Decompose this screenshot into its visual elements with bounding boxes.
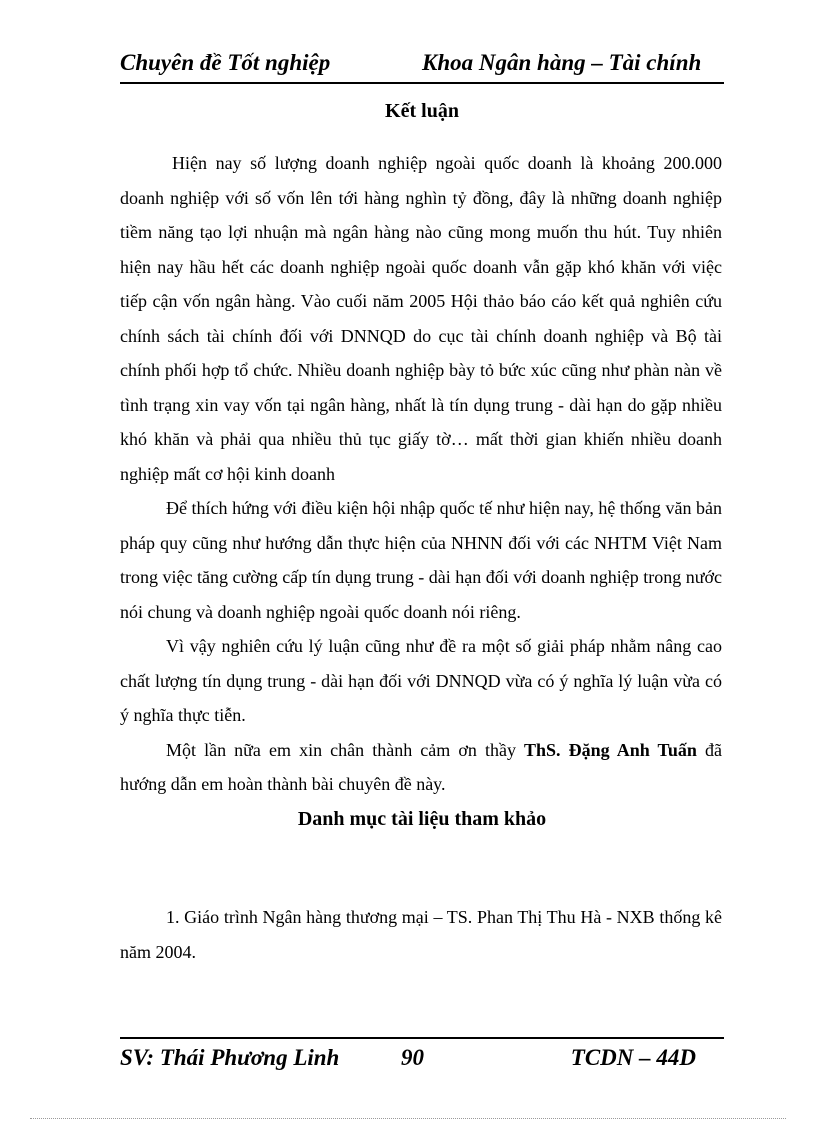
header-document-type: Chuyên đề Tốt nghiệp — [120, 50, 331, 75]
conclusion-body — [120, 146, 722, 802]
paragraph-4-tail: đã hướng dẫn em hoàn thành bài chuyên đề này. — [120, 739, 722, 794]
paragraph-3: Vì vậy nghiên cứu lý luận cũng như đề ra một số giải pháp nhằm nâng cao chất lượng tín dụng trung - dài hạn đối với DNNQD vừa có ý nghĩa lý luận vừa có ý nghĩa thực tiễn. — [120, 636, 722, 725]
section-title: Kết luận — [385, 100, 459, 122]
page-footer — [120, 1037, 724, 1077]
paragraph-1: Hiện nay số lượng doanh nghiệp ngoài quốc doanh là khoảng 200.000 doanh nghiệp với số vốn lên tới hàng nghìn tỷ đồng, đây là những doanh nghiệp tiềm năng tạo lợi nhuận mà ngân hàng nào cũng mong muốn thu hút. Tuy nhiên hiện nay hầu hết các doanh nghiệp ngoài quốc doanh vẫn gặp khó khăn với việc tiếp cận vốn ngân hàng. Vào cuối năm 2005 Hội thảo báo cáo kết quả nghiên cứu chính sách tài chính đối với DNNQD do cục tài chính doanh nghiệp và Bộ tài chính phối hợp tổ chức. Nhiều doanh nghiệp bày tỏ bức xúc cũng như phàn nàn về tình trạng xin vay vốn tại ngân hàng, nhất là tín dụng trung - dài hạn do gặp nhiều khó khăn và phải qua nhiều thủ tục giấy tờ… mất thời gian khiến nhiều doanh nghiệp mất cơ hội kinh doanh — [120, 153, 722, 484]
footer-page-number: 90 — [401, 1045, 424, 1070]
footer-class-code: TCDN – 44D — [570, 1045, 696, 1070]
reference-item: 1. Giáo trình Ngân hàng thương mại – TS. Phan Thị Thu Hà - NXB thống kê năm 2004. — [120, 907, 722, 962]
header-faculty: Khoa Ngân hàng – Tài chính — [422, 50, 702, 75]
paragraph-4 — [120, 733, 722, 802]
footer-student-name: SV: Thái Phương Linh — [120, 1045, 340, 1070]
supervisor-name: ThS. Đặng Anh Tuấn — [524, 739, 697, 760]
page-header — [120, 48, 724, 84]
paragraph-2: Để thích hứng với điều kiện hội nhập quốc tế như hiện nay, hệ thống văn bản pháp quy cũng như hướng dẫn thực hiện của NHNN đối với các NHTM Việt Nam trong việc tăng cường cấp tín dụng trung - dài hạn đối với doanh nghiệp trong nước nói chung và doanh nghiệp ngoài quốc doanh nói riêng. — [120, 498, 722, 622]
references-heading: Danh mục tài liệu tham khảo — [297, 808, 547, 830]
paragraph-4-lead: Một lần nữa em xin chân thành cảm ơn thầy — [166, 739, 525, 760]
page-bottom-divider — [30, 1118, 786, 1119]
